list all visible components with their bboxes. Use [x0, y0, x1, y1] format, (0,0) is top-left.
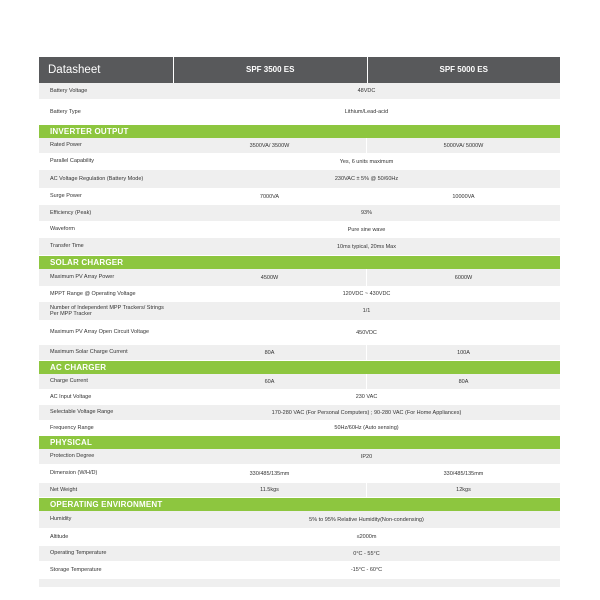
row-value: Pure sine wave	[347, 226, 386, 233]
row-value: 170-280 VAC (For Personal Computers) ; 90-280 VAC (For Home Appliances)	[271, 409, 462, 416]
row-label: Efficiency (Peak)	[50, 209, 92, 216]
row-label: AC Voltage Regulation (Battery Mode)	[50, 175, 144, 182]
row-value: Yes, 6 units maximum	[339, 158, 394, 165]
table-row	[39, 138, 560, 154]
table-row	[39, 238, 560, 256]
row-value: 50Hz/60Hz (Auto sensing)	[334, 425, 399, 431]
table-row	[39, 374, 560, 390]
row-label: Altitude	[50, 533, 69, 540]
table-row	[39, 511, 560, 529]
row-label: Number of Independent MPP Trackers/ Strings Per MPP Tracker	[50, 304, 164, 317]
row-label: Parallel Capability	[50, 158, 95, 165]
row-label: Rated Power	[50, 142, 82, 149]
table-row	[39, 483, 560, 498]
table-row	[39, 170, 560, 189]
value-model-2: 330/485/135mm	[366, 465, 560, 482]
row-value: 1/1	[362, 308, 371, 314]
row-value: -15°C - 60°C	[350, 567, 383, 573]
table-row	[39, 83, 560, 100]
table-row	[39, 546, 560, 562]
table-row	[39, 421, 560, 436]
row-value: 10ms typical, 20ms Max	[337, 243, 396, 250]
row-label: Net Weight	[50, 486, 78, 493]
value-model-2: 100A	[366, 345, 560, 360]
row-value: Lithium/Lead-acid	[344, 109, 389, 115]
table-row	[39, 562, 560, 579]
table-row	[39, 405, 560, 421]
value-model-1: 80A	[264, 349, 275, 356]
table-row	[39, 287, 560, 302]
row-label: Protection Degree	[50, 453, 95, 460]
row-value: 230 VAC	[355, 394, 378, 400]
table-row	[39, 390, 560, 405]
table-row	[39, 529, 560, 546]
row-label: Frequency Range	[50, 424, 94, 431]
value-model-1: 3500VA/ 3500W	[249, 142, 290, 149]
row-value: 93%	[360, 210, 372, 216]
value-model-2: 6000W	[366, 269, 560, 286]
row-label: Humidity	[50, 516, 72, 523]
section-solar-charger: SOLAR CHARGER	[39, 256, 560, 269]
table-row	[39, 302, 560, 321]
row-label: Charge Current	[50, 378, 88, 385]
value-model-2: 5000VA/ 5000W	[366, 138, 560, 153]
row-value: ≤2000m	[356, 534, 377, 540]
row-value: IP20	[360, 453, 373, 460]
datasheet-table	[39, 57, 560, 588]
row-label: Operating Temperature	[50, 550, 107, 557]
table-row	[39, 189, 560, 205]
row-value: 450VDC	[356, 329, 377, 336]
table-row	[39, 100, 560, 125]
row-label: Battery Voltage	[50, 87, 88, 94]
row-value: 48VDC	[357, 88, 376, 94]
table-row	[39, 321, 560, 345]
value-model-1: 4500W	[260, 274, 279, 281]
value-model-2: 80A	[366, 374, 560, 389]
section-operating-environment: OPERATING ENVIRONMENT	[39, 498, 560, 511]
row-value: 5% to 95% Relative Humidity(Non-condensing)	[309, 516, 424, 523]
section-ac-charger: AC CHARGER	[39, 361, 560, 374]
table-header	[39, 57, 560, 83]
row-label: Maximum Solar Charge Current	[50, 349, 128, 356]
row-value: 0°C - 55°C	[353, 550, 380, 557]
row-label: Maximum PV Array Open Circuit Voltage	[50, 329, 150, 336]
row-label: Storage Temperature	[50, 566, 102, 573]
table-row	[39, 154, 560, 170]
section-inverter-output: INVERTER OUTPUT	[39, 125, 560, 138]
table-row	[39, 222, 560, 238]
row-value: 230VAC ± 5% @ 50/60Hz	[334, 176, 399, 182]
value-model-1: 330/485/135mm	[249, 470, 290, 477]
row-label: Surge Power	[50, 193, 82, 200]
row-label: Battery Type	[50, 108, 81, 115]
table-row	[39, 269, 560, 287]
table-row-spacer	[39, 579, 560, 588]
model-column-2: SPF 5000 ES	[367, 57, 561, 83]
row-label: Dimension (W/H/D)	[50, 470, 98, 477]
row-label: Maximum PV Array Power	[50, 274, 115, 281]
row-label: Selectable Voltage Range	[50, 409, 114, 416]
row-label: AC Input Voltage	[50, 393, 92, 400]
value-model-2: 12kgs	[366, 483, 560, 497]
section-physical: PHYSICAL	[39, 436, 560, 449]
row-value: 120VDC ~ 430VDC	[342, 291, 391, 297]
table-row	[39, 465, 560, 483]
table-row	[39, 449, 560, 465]
value-model-1: 7000VA	[259, 193, 280, 200]
row-label: Waveform	[50, 226, 75, 233]
model-column-1: SPF 3500 ES	[173, 57, 367, 83]
value-model-2: 10000VA	[366, 189, 560, 204]
value-model-1: 11.5kgs	[260, 487, 279, 493]
row-label: Transfer Time	[50, 243, 84, 250]
table-row	[39, 345, 560, 361]
row-label: MPPT Range @ Operating Voltage	[50, 290, 136, 297]
value-model-1: 60A	[264, 378, 275, 385]
table-row	[39, 205, 560, 222]
datasheet-title: Datasheet	[48, 64, 101, 76]
